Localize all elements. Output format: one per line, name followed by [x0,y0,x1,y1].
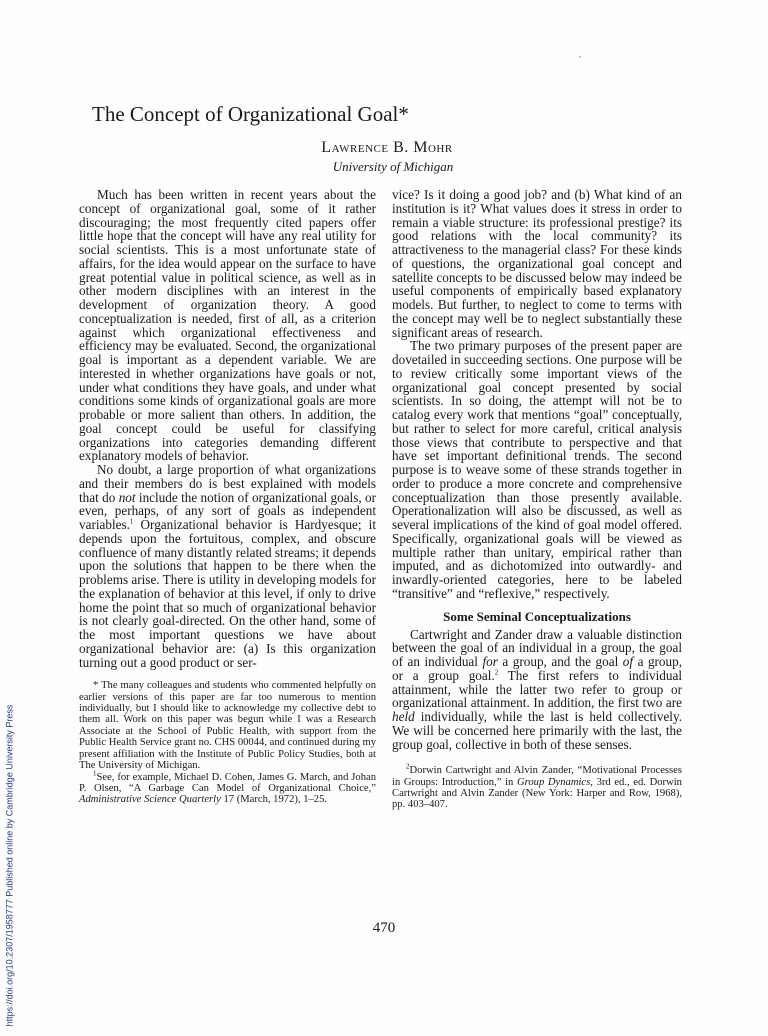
footnote-1: $^1$See, for example, Michael D. Cohen, James G. March, and Johan P. Olsen, “A Garbage Can Model of Organizational Choice,” Administrative Science Quarterly 17 (March, 1972), 1–25. [79,768,376,806]
body-paragraph: Much has been written in recent years about the concept of organizational goal, some of it rather discouraging; the most frequently cited papers offer little hope that the concept will have any real utility for social scientists. This is a most unfortunate state of affairs, for the idea would appear on the surface to have great potential value in political science, as well as in other modern disciplines with an interest in the development of organization theory. A good conceptualization is needed, first of all, as a criterion against which organizational effectiveness and efficiency may be evaluated. Second, the organizational goal is important as a dependent variable. We are interested in whether organizations have goals or not, under what conditions they have goals, and under what conditions some kinds of organizational goals are more probable or more salient than others. In addition, the goal concept could be useful for classifying organizations into categories demanding different explanatory models of behavior. [79,187,376,464]
footnotes-left [79,680,376,805]
author-affiliation: University of Michigan [332,159,454,174]
body-paragraph: vice? Is it doing a good job? and (b) What kind of an institution is it? What values does it stress in order to remain a viable structure: its professional prestige? its good relations with the local community? its attractiveness to the managerial class? For these kinds of questions, the organizational goal concept and satellite concepts to be discussed below may indeed be useful components of empirically based explanatory models. But further, to neglect to come to terms with the concept may well be to neglect substantially these significant areas of research. [392,187,682,340]
page-number: 470 [372,920,396,936]
footnote-star: * The many colleagues and students who commented helpfully on earlier versions of this paper are far too numerous to mention individually, but I should like to acknowledge my collective debt to them all. Work on this paper was begun while I was a Research Associate at the School of Public Health, with support from the Public Health Service grant no. CHS 00044, and continued during my present affiliation with the Institute of Public Policy Studies, both at The University of Michigan. [79,680,376,772]
body-paragraph: No doubt, a large proportion of what organizations and their members do is best explained with models that do not include the notion of organizational goals, or even, perhaps, of any sort of goals as independent variables.$^1$ Organizational behavior is Hardyesque; it depends upon the fortuitous, complex, and obscure confluence of many distantly related streams; it depends upon the solutions that happen to be there when the problems arise. There is utility in developing models for the explanation of behavior at this level, if only to drive home the point that so much of organizational behavior is not clearly goal-directed. On the other hand, some of the most important questions we have about organizational behavior are: (a) Is this organization turning out a good product or ser- [79,462,376,670]
section-heading: Some Seminal Conceptualizations [443,608,631,624]
right-column [392,188,682,811]
left-column [79,188,376,806]
author-name: Lawrence B. Mohr [321,139,453,156]
scan-speck [579,56,581,58]
footnote-marker: 1 [129,517,134,526]
article-title: The Concept of Organizational Goal* [92,102,409,126]
footnote-2: $^2$Dorwin Cartwright and Alvin Zander, “Motivational Processes in Groups: Introduction,” in Group Dynamics, 3rd ed., ed. Dorwin Cartwright and Alvin Zander (New York: Harper and Row, 1968), pp. 403–407. [392,762,682,811]
body-paragraph: Cartwright and Zander draw a valuable distinction between the goal of an individual in a group, the goal of an individual for a group, and the goal of a group, or a group goal.$^2$ The first refers to individual attainment, while the latter two refer to group or organizational attainment. In addition, the first two are held individually, while the last is held collectively. We will be concerned here primarily with the last, the group goal, collective in both of these senses. [392,626,683,752]
footnote-marker: 2 [494,668,499,677]
doi-link[interactable]: https://doi.org/10.2307/1958777 Published online by Cambridge University Press [4,704,15,1027]
body-paragraph: The two primary purposes of the present paper are dovetailed in succeeding sections. One purpose will be to review critically some important views of the organizational goal concept presented by social scientists. In so doing, the attempt will not be to catalog every work that mentions “goal” conceptually, but rather to select for more careful, critical analysis those views that contribute to perspective and that have set important definitional trends. The second purpose is to weave some of these strands together in order to produce a more concrete and comprehensive conceptualization than those presently available. Operationalization will also be discussed, as well as several implications of the kind of goal model offered. Specifically, organizational goals will be viewed as multiple rather than unitary, empirical rather than imputed, and as dichotomized into outwardly- and inwardly-oriented categories, here to be labeled “transitive” and “reflexive,” respectively. [392,338,682,601]
footnotes-right [392,762,682,811]
